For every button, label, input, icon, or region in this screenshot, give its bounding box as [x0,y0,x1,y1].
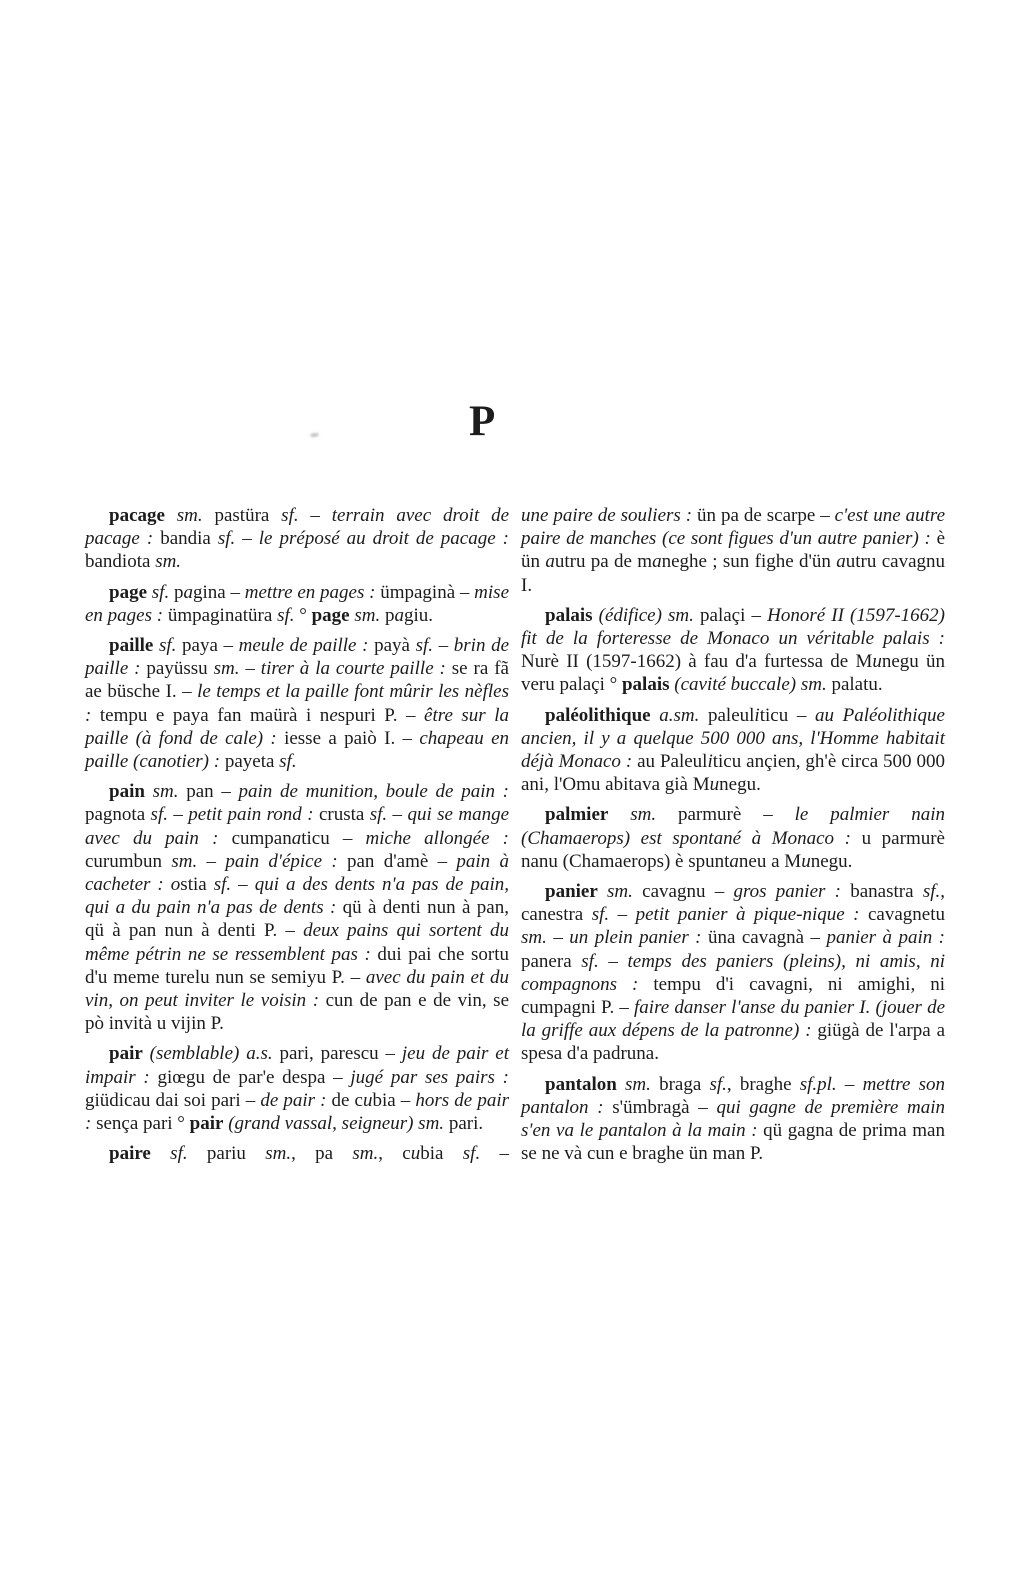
italic-run: faire danser l'anse du panier I. (jouer de la griffe aux dépens de la patronne) : [521,997,945,1042]
italic-run: pain à cacheter : [85,850,509,896]
italic-run: petit pain rond : [188,804,314,826]
italic-run: a [545,551,555,573]
italic-run: mettre en pages : [244,581,376,603]
text-run: bia [420,1143,463,1165]
italic-run: mettre son pantalon : [521,1073,945,1118]
italic-run: sm. [144,781,187,803]
text-run: neghe ; sun fighe d'ün [661,551,837,573]
text-run: , pa [291,1143,353,1165]
text-run: pan d'amè – [337,850,457,872]
italic-run: sf. [415,635,433,657]
italic-run: sf. [922,881,941,903]
italic-run: mise en pages : [85,581,509,626]
dictionary-entry [521,504,945,597]
text-run: è ün [521,528,946,573]
italic-run: jeu de pair et impair : [85,1043,510,1088]
italic-run: sf. [591,904,610,926]
italic-run: a [729,850,739,872]
text-run: tempu e paya fan maürà i n [91,704,330,726]
italic-run: sf. [217,528,236,550]
text-run: pagnota [85,804,151,826]
text-run: qü gagna de prima man se ne và cun e braghe ün man P. [521,1120,945,1165]
text-run: panera [521,950,582,972]
headword: pair [109,1043,143,1065]
headword: paire [109,1143,151,1165]
italic-run: sf. [150,804,168,826]
headword: palmier [545,804,609,826]
italic-run: meule de paille : [238,635,369,657]
text-run: bandia [153,528,218,550]
headword: pantalon [545,1073,617,1095]
italic-run: deux pains qui sortent du même pétrin ne se ressemblent pas : [85,920,509,965]
text-run: gina – [192,581,245,603]
italic-run: tirer à la courte paille : [260,658,446,680]
text-run: parmurè – [678,804,795,826]
text-run: – [197,850,226,872]
italic-run: sm. [213,658,240,680]
text-columns [85,504,945,1165]
text-run: giüdicau dai soi pari – [85,1089,261,1111]
text-run: giügà de l'arpa a spesa d'a padruna. [521,1020,945,1065]
italic-run: sf. [462,1143,481,1165]
text-run: ° [294,604,312,626]
italic-run: u [801,850,811,872]
text-run: utru cavagnu I. [521,551,946,596]
italic-run: pain de munition, boule de pain : [238,781,509,803]
dictionary-entry [521,803,945,873]
text-run: negu. [719,774,761,796]
italic-run: une paire de souliers : [521,505,693,526]
italic-run: u [410,1143,421,1165]
text-run: üna cavagnà – [701,927,827,949]
text-run: payà [368,635,416,657]
italic-run: être sur la paille (à fond de cale) : [85,704,509,749]
headword: pacage [109,505,165,526]
italic-run: (cavité buccale) sm. [674,674,827,696]
italic-run: avec du pain et du vin, on peut inviter le voisin : [85,966,509,1012]
text-run: pariu [206,1143,266,1165]
dictionary-entry [85,1142,509,1165]
text-run: palatu. [826,674,883,696]
italic-run: sf.pl. [799,1073,837,1095]
italic-run: i [754,704,760,726]
text-run: stia [180,874,214,896]
headword: pain [109,781,145,803]
italic-run: sm. [155,551,182,573]
text-run: ümpaginà – [375,581,475,603]
text-run: cun de pan e de vin, se pò invità u vijin P. [85,990,509,1035]
text-run: neu a M [738,850,802,872]
text-run: payeta [220,751,280,773]
text-run: bandiota [85,551,156,573]
italic-run: gros panier : [733,881,841,903]
text-run: bia – [372,1089,416,1111]
italic-run: terrain avec droit de pacage : [85,505,510,550]
italic-run: i [707,751,713,773]
italic-run: qui gagne de première main s'en va le pantalon à la main : [521,1096,946,1142]
text-run: negu. [810,850,853,872]
text-run: cavagnetu [859,904,946,926]
right-column [521,504,945,1165]
italic-run: u [363,1089,373,1111]
dictionary-entry [521,704,945,797]
text-run: iesse a paiò I. – [276,727,420,749]
dictionary-entry [521,880,945,1066]
italic-run: a [394,604,404,626]
italic-run: sf. [581,950,599,972]
italic-run: a.sm. [650,704,708,726]
italic-run: sf. [153,635,183,657]
text-run: – [167,804,189,826]
headword: page [109,581,147,603]
dictionary-entry [521,1073,945,1166]
scan-artifact-dot [310,432,319,437]
text-run: – [433,635,454,657]
italic-run: jugé par ses pairs : [350,1066,510,1088]
dictionary-entry [85,581,509,627]
italic-run: sm. [171,850,198,872]
italic-run: sf. [150,1143,207,1165]
text-run: Nurè II (1597-1662) à fau d'a furtessa de M [521,651,873,673]
text-run: de c [326,1089,363,1111]
text-run [143,1043,150,1064]
text-run: , braghe [726,1073,800,1095]
text-run: – [235,528,259,550]
headword: pair [189,1113,224,1135]
text-run: cumpan [218,827,292,849]
italic-run: sm. [352,1143,379,1165]
text-run: se ra fã ae büsche I. – [85,658,509,703]
text-run: curumbun [85,850,172,872]
text-run: – [298,505,332,526]
italic-run: u [709,774,720,796]
section-letter-heading: P [469,398,497,445]
italic-run: le temps et la paille font mûrir les nèfles : [85,681,509,726]
italic-run: o [170,874,181,896]
italic-run: (grand vassal, seigneur) sm. [228,1113,445,1135]
text-run: braga [659,1073,710,1095]
text-run: – [598,950,628,972]
text-run: ümpaginatüra [163,604,278,626]
headword: paléolithique [545,704,651,726]
italic-run: de pair : [260,1089,327,1111]
text-run: paya – [182,635,239,657]
italic-run: (semblable) a.s. [149,1043,273,1065]
text-run: dui pai che sortu d'u meme turelu nun se semiyu P. – [85,943,510,988]
italic-run: sf. [709,1073,727,1095]
text-run: , c [378,1143,411,1165]
italic-run: a [291,827,302,849]
italic-run: sm. [597,881,643,903]
dictionary-entry [85,780,509,1035]
text-run: giu. [403,604,434,626]
italic-run: chapeau en paille (canotier) : [85,727,510,773]
italic-run: sm. [164,505,215,526]
headword: palais [621,674,670,696]
text-run: payüssu [140,658,214,680]
italic-run: sf. [277,604,295,626]
italic-run: a [652,551,662,573]
dictionary-entry [85,634,509,773]
text-run: banastra [841,881,923,903]
italic-run: u [872,651,882,673]
italic-run: (édifice) sm. [598,604,694,626]
italic-run: sm. [265,1143,292,1165]
text-run: palaçi – [693,604,768,626]
text-run: p [384,604,395,626]
italic-run: sm. [608,804,678,826]
italic-run: temps des paniers (pleins), ni amis, ni compagnons : [521,950,945,995]
italic-run: Honoré II (1597-1662) fit de la forteresse de Monaco un véritable palais : [521,604,945,650]
text-run: – [480,1143,509,1165]
italic-run: sm. [521,927,547,949]
headword: panier [545,881,598,903]
text-run: ticu ançien, gh'è circa 500 000 ani, l'Omu abitava già M [521,751,945,796]
italic-run: a [836,551,846,573]
italic-run: c'est une autre paire de manches (ce sont figues d'un autre panier) : [521,505,946,550]
text-run: pastüra [214,505,282,526]
headword: page [311,604,350,626]
text-run: sença pari ° [91,1113,190,1135]
text-run: tempu d'i cavagni, ni amighi, ni cumpagni P. – [521,973,945,1019]
text-run: spuri P. – [337,704,425,726]
italic-run: sf. [281,505,299,526]
text-run: crusta [313,804,370,826]
italic-run: a [183,581,193,603]
text-run: – [609,904,636,926]
text-run: giœgu de par'e despa – [149,1066,351,1088]
italic-run: le préposé au droit de pacage : [258,528,509,550]
text-run: negu ün veru palaçi ° [521,651,945,696]
text-run: ün pa de scarpe – [692,505,835,526]
italic-run: au Paléolithique ancien, il y a quelque 500 000 ans, l'Homme habitait déjà Monaco : [521,704,945,773]
text-run: utru pa de m [554,551,653,573]
text-run: pari, parescu – [272,1043,402,1065]
text-run: ticu – [301,827,366,849]
text-run: pan – [186,781,239,803]
italic-run: panier à pain : [826,927,945,949]
text-run: au Paleul [632,751,708,773]
italic-run: e [329,704,338,726]
text-run: cavagnu – [642,881,734,903]
headword: paille [109,635,154,657]
italic-run: sf. [213,874,232,896]
text-run: qü à denti nun à pan, qü à pan nun à denti P. – [85,897,509,942]
italic-run: pain d'épice : [225,850,338,872]
text-run: – [387,804,408,826]
italic-run: sf. [279,751,297,773]
italic-run: brin de paille : [85,635,509,680]
text-run: s'ümbragà – [603,1096,717,1118]
text-run: u parmurè nanu (Chamaerops) è spunt [521,827,945,872]
italic-run: un plein panier : [569,927,702,949]
left-column [85,504,509,1165]
dictionary-entry [521,604,945,697]
italic-run: hors de pair : [85,1089,509,1135]
italic-run: sf. [369,804,388,826]
text-run: – [239,658,261,680]
italic-run: qui se mange avec du pain : [85,804,510,849]
dictionary-entry [85,504,509,574]
headword: palais [545,604,593,626]
italic-run: petit panier à pique-nique : [635,904,860,926]
text-run [164,874,171,895]
italic-run: le palmier nain (Chamaerops) est spontané à Monaco : [521,804,945,849]
italic-run: sm. [349,604,385,626]
text-run: p [173,581,184,603]
italic-run: sm. [616,1073,660,1095]
dictionary-entry [85,1042,509,1135]
text-run: – [836,1073,863,1095]
italic-run: qui a des dents n'a pas de pain, qui a du pain n'a pas de dents : [85,874,510,919]
text-run: – [231,874,255,896]
text-run: – [546,927,570,949]
text-run: pari. [444,1113,484,1135]
italic-run: miche allongée : [365,827,509,849]
text-run: paleul [707,704,755,726]
text-run: ticu – [759,704,815,726]
text-run: , canestra [521,881,945,926]
italic-run: sf. [147,581,174,603]
